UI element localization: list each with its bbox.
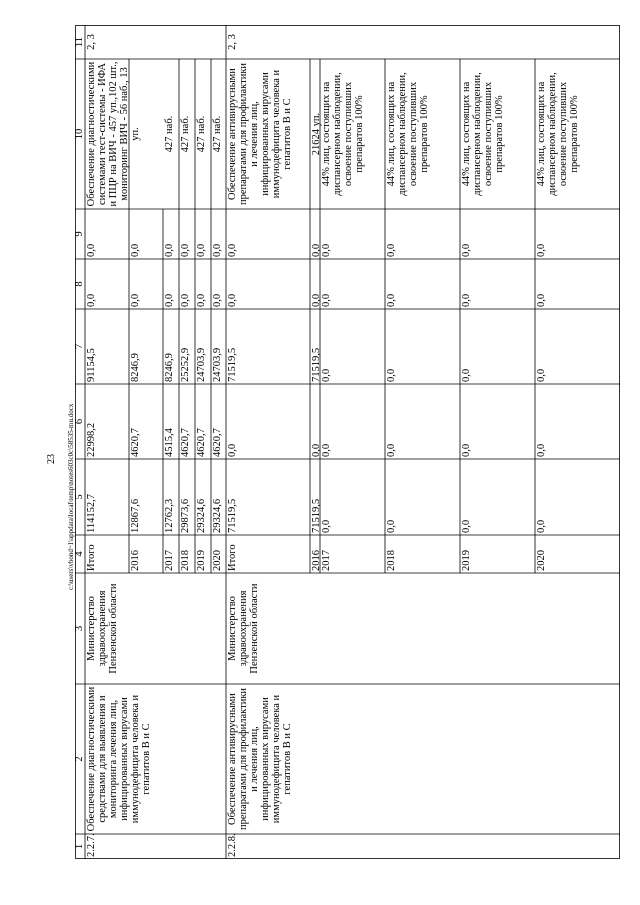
- year-cell: 2019: [461, 550, 472, 571]
- header-col-8: 8: [74, 281, 85, 287]
- federal-cell: 0,0: [321, 443, 332, 457]
- local-cell: 0,0: [311, 293, 322, 307]
- total-cell: 29324,6: [212, 498, 223, 533]
- header-col-3: 3: [74, 625, 85, 632]
- regional-cell: 0,0: [461, 368, 472, 382]
- total-cell: 29873,6: [180, 498, 191, 533]
- local-cell: 0,0: [212, 293, 223, 307]
- reference-cell: 2, 3: [227, 34, 238, 50]
- regional-cell: 24703,9: [196, 347, 207, 382]
- year-cell: 2019: [196, 550, 207, 571]
- other-cell: 0,0: [212, 243, 223, 257]
- header-col-6: 6: [74, 418, 85, 425]
- federal-cell: 0,0: [536, 443, 547, 457]
- program-table: [75, 25, 620, 859]
- row-number: 2.2.7.: [86, 833, 97, 857]
- year-cell: 2017: [321, 550, 332, 571]
- year-cell: 2020: [212, 550, 223, 571]
- regional-cell: 71519,5: [227, 347, 238, 382]
- measure-name: Обеспечение диагностическими средствами для выявления и мониторинга лечения лиц, инфицированных вирусами иммунодефицита человека и гепатитов В и С: [86, 686, 152, 832]
- total-cell: 29324,6: [196, 498, 207, 533]
- other-cell: 0,0: [164, 243, 175, 257]
- year-cell: Итого: [86, 544, 97, 571]
- indicator-text: Обеспечение антивирусными препаратами для профилактики и лечения лиц, инфицированных вирусами иммунодефицита человека и гепатитов В и С: [227, 62, 293, 206]
- federal-cell: 4620,7: [180, 428, 191, 457]
- footer-file-path: c:\users\vbond~1\appdata\local\temp\notes603c0c\58535-mu.docx: [67, 403, 75, 590]
- local-cell: 0,0: [196, 293, 207, 307]
- reference-cell: 2, 3: [86, 34, 97, 50]
- local-cell: 0,0: [461, 293, 472, 307]
- executor: Министерство здравоохранения Пензенской области: [227, 583, 260, 674]
- header-col-5: 5: [74, 494, 85, 500]
- total-cell: 0,0: [461, 519, 472, 533]
- year-cell: 2016: [130, 550, 141, 571]
- page-number: 23: [46, 454, 57, 464]
- result-cell: 44% лиц, состоящих на диспансерном наблюдении, освоение поступивших препаратов 100%: [386, 72, 430, 196]
- total-cell: 114152,7: [86, 494, 97, 533]
- federal-cell: 0,0: [311, 443, 322, 457]
- header-col-9: 9: [74, 231, 85, 237]
- executor: Министерство здравоохранения Пензенской области: [86, 583, 119, 674]
- regional-cell: 91154,5: [86, 348, 97, 382]
- local-cell: 0,0: [321, 293, 332, 307]
- total-cell: 0,0: [536, 519, 547, 533]
- federal-cell: 22998,2: [86, 422, 97, 457]
- local-cell: 0,0: [130, 293, 141, 307]
- other-cell: 0,0: [536, 243, 547, 257]
- header-col-4: 4: [74, 551, 85, 557]
- result-cell: 427 наб.: [212, 115, 223, 153]
- result-cell: 44% лиц, состоящих на диспансерном наблюдении, освоение поступивших препаратов 100%: [536, 72, 580, 196]
- header-col-10: 10: [74, 128, 85, 140]
- total-cell: 0,0: [386, 519, 397, 533]
- regional-cell: 25252,9: [180, 347, 191, 382]
- local-cell: 0,0: [536, 293, 547, 307]
- year-cell: 2017: [164, 550, 175, 571]
- indicator-text: Обеспечение диагностическими системами тест-системы - ИФА и ПЦР на ВИЧ - 457 уп.,102 шт., мониторинг ВИЧ - 56 наб., 13 уп.: [86, 61, 141, 207]
- federal-cell: 0,0: [461, 443, 472, 457]
- other-cell: 0,0: [311, 243, 322, 257]
- local-cell: 0,0: [227, 293, 238, 307]
- header-col-1: 1: [74, 843, 85, 850]
- regional-cell: 0,0: [321, 368, 332, 382]
- regional-cell: 0,0: [536, 368, 547, 382]
- federal-cell: 4620,7: [130, 428, 141, 457]
- federal-cell: 0,0: [227, 443, 238, 457]
- year-cell: 2016: [311, 550, 322, 571]
- total-cell: 0,0: [321, 519, 332, 533]
- local-cell: 0,0: [386, 293, 397, 307]
- header-col-11: 11: [74, 36, 85, 48]
- result-cell: 44% лиц, состоящих на диспансерном наблюдении, освоение поступивших препаратов 100%: [461, 72, 505, 196]
- other-cell: 0,0: [196, 243, 207, 257]
- header-col-7: 7: [74, 343, 85, 350]
- federal-cell: 0,0: [386, 443, 397, 457]
- result-cell: 427 наб.: [164, 115, 175, 153]
- year-cell: 2018: [386, 550, 397, 571]
- total-cell: 12762,3: [164, 498, 175, 533]
- row-number: 2.2.8.: [227, 833, 238, 857]
- result-cell: 21624 уп.: [311, 112, 322, 156]
- result-cell: 427 наб.: [196, 115, 207, 153]
- federal-cell: 4620,7: [212, 428, 223, 457]
- other-cell: 0,0: [227, 243, 238, 257]
- other-cell: 0,0: [180, 243, 191, 257]
- total-cell: 12867,6: [130, 498, 141, 533]
- total-cell: 71519,5: [227, 498, 238, 533]
- measure-name: Обеспечение антивирусными препаратами для профилактики и лечения лиц, инфицированных вирусами иммунодефицита человека и гепатитов В и С: [227, 687, 293, 831]
- header-col-2: 2: [74, 756, 85, 762]
- federal-cell: 4620,7: [196, 428, 207, 457]
- year-cell: 2020: [536, 550, 547, 571]
- other-cell: 0,0: [321, 243, 332, 257]
- year-cell: Итого: [227, 544, 238, 571]
- result-cell: 427 наб.: [180, 115, 191, 153]
- other-cell: 0,0: [461, 243, 472, 257]
- regional-cell: 24703,9: [212, 347, 223, 382]
- other-cell: 0,0: [86, 243, 97, 257]
- local-cell: 0,0: [86, 293, 97, 307]
- total-cell: 71519,5: [311, 498, 322, 533]
- local-cell: 0,0: [164, 293, 175, 307]
- result-cell: 44% лиц, состоящих на диспансерном наблюдении, освоение поступивших препаратов 100%: [321, 72, 365, 196]
- regional-cell: 71519,5: [311, 347, 322, 382]
- federal-cell: 4515,4: [164, 428, 175, 457]
- local-cell: 0,0: [180, 293, 191, 307]
- regional-cell: 0,0: [386, 368, 397, 382]
- regional-cell: 8246,9: [130, 353, 141, 382]
- regional-cell: 8246,9: [164, 353, 175, 382]
- year-cell: 2018: [180, 550, 191, 571]
- other-cell: 0,0: [130, 243, 141, 257]
- other-cell: 0,0: [386, 243, 397, 257]
